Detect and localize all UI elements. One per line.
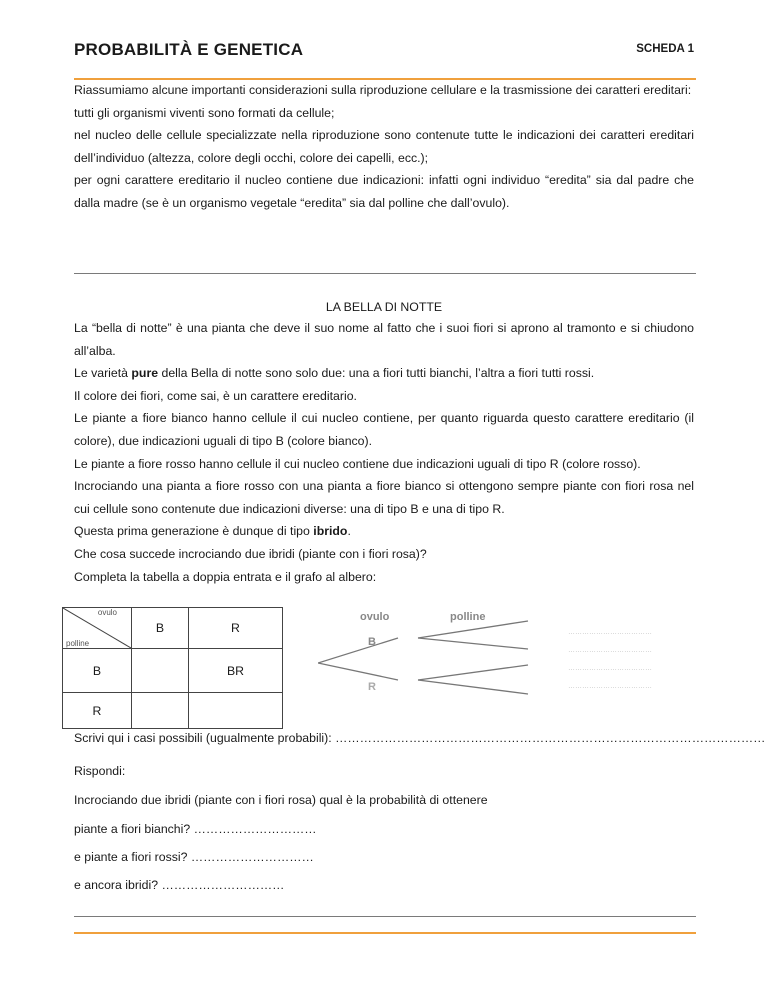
table-cell[interactable]: [189, 693, 283, 729]
intro-paragraph: per ogni carattere ereditario il nucleo contiene due indicazioni: infatti ogni individuo “eredita” sia dal padre che dalla madre (se è un organismo vegetale “eredita” sia dal polline che dall’ovulo).: [74, 173, 694, 210]
tree-blank[interactable]: ………………………………: [568, 665, 652, 672]
footer-rule: [74, 932, 696, 934]
section-paragraph: Le varietà pure della Bella di notte sono solo due: una a fiori tutti bianchi, l’altra a fiori tutti rossi.: [74, 366, 595, 381]
section-paragraph: Le piante a fiore bianco hanno cellule il cui nucleo contiene, per quanto riguarda questo carattere ereditario (il colore), due indicazioni uguali di tipo B (colore bianco).: [74, 411, 694, 448]
row-header: R: [63, 693, 132, 729]
col-header: B: [132, 608, 189, 649]
tree-branch: [318, 663, 398, 680]
tree-branch: [418, 621, 528, 638]
answer-label: Rispondi:: [74, 764, 126, 778]
section-block: [74, 317, 694, 588]
table-cell[interactable]: [132, 649, 189, 693]
tree-label-polline: polline: [450, 611, 486, 623]
section-paragraph: Il colore dei fiori, come sai, è un carattere ereditario.: [74, 388, 357, 403]
tree-blank[interactable]: ………………………………: [568, 647, 652, 654]
tree-node-b: B: [368, 636, 376, 648]
tree-blank[interactable]: ………………………………: [568, 683, 652, 690]
tree-branch: [418, 680, 528, 694]
probability-tree: [318, 608, 668, 708]
corner-label-ovulo: ovulo: [97, 608, 117, 617]
question-white[interactable]: piante a fiori bianchi? …………………………: [74, 822, 317, 836]
footer-divider: [74, 916, 696, 917]
section-paragraph: Completa la tabella a doppia entrata e il grafo al albero:: [74, 569, 377, 584]
section-paragraph: Questa prima generazione è dunque di tipo ibrido.: [74, 524, 351, 539]
tree-blank[interactable]: ………………………………: [568, 629, 652, 636]
row-header: B: [63, 649, 132, 693]
section-paragraph: Le piante a fiore rosso hanno cellule il cui nucleo contiene due indicazioni uguali di tipo R (colore rosso).: [74, 456, 641, 471]
double-entry-table: [62, 607, 283, 729]
table-cell[interactable]: BR: [189, 649, 283, 693]
section-paragraph: Che cosa succede incrociando due ibridi (piante con i fiori rosa)?: [74, 546, 427, 561]
sheet-label: SCHEDA 1: [636, 43, 694, 55]
intro-paragraph: tutti gli organismi viventi sono formati da cellule;: [74, 105, 335, 120]
corner-label-polline: polline: [66, 639, 90, 648]
intro-block: [74, 79, 694, 215]
table-corner: [63, 608, 132, 649]
section-heading: LA BELLA DI NOTTE: [325, 300, 443, 314]
question-red[interactable]: e piante a fiori rossi? …………………………: [74, 850, 314, 864]
cases-line[interactable]: Scrivi qui i casi possibili (ugualmente probabili): ……………………………………………………………………………………………: [74, 731, 766, 745]
tree-branch: [418, 665, 528, 680]
tree-node-r: R: [368, 681, 376, 693]
section-paragraph: Incrociando una pianta a fiore rosso con una pianta a fiore bianco si ottengono sempre piante con fiori rosa nel cui cellule sono contenute due indicazioni diverse: una di tipo B e una di tipo R.: [74, 479, 694, 516]
question-intro: Incrociando due ibridi (piante con i fiori rosa) qual è la probabilità di ottenere: [74, 793, 488, 807]
table-cell[interactable]: [132, 693, 189, 729]
tree-label-ovulo: ovulo: [360, 611, 390, 623]
question-hybrid[interactable]: e ancora ibridi? …………………………: [74, 878, 285, 892]
tree-branch: [418, 638, 528, 649]
page-title: PROBABILITÀ E GENETICA: [74, 40, 304, 59]
section-divider: [74, 273, 696, 274]
intro-paragraph: Riassumiamo alcune importanti considerazioni sulla riproduzione cellulare e la trasmissione dei caratteri ereditari:: [74, 83, 692, 97]
section-paragraph: La “bella di notte” è una pianta che deve il suo nome al fatto che i suoi fiori si aprono al tramonto e si chiudono all’alba.: [74, 321, 694, 358]
tree-branch: [318, 638, 398, 663]
col-header: R: [189, 608, 283, 649]
intro-paragraph: nel nucleo delle cellule specializzate nella riproduzione sono contenute tutte le indicazioni dei caratteri ereditari dell’individuo (altezza, colore degli occhi, colore dei capelli, ecc.);: [74, 128, 694, 165]
